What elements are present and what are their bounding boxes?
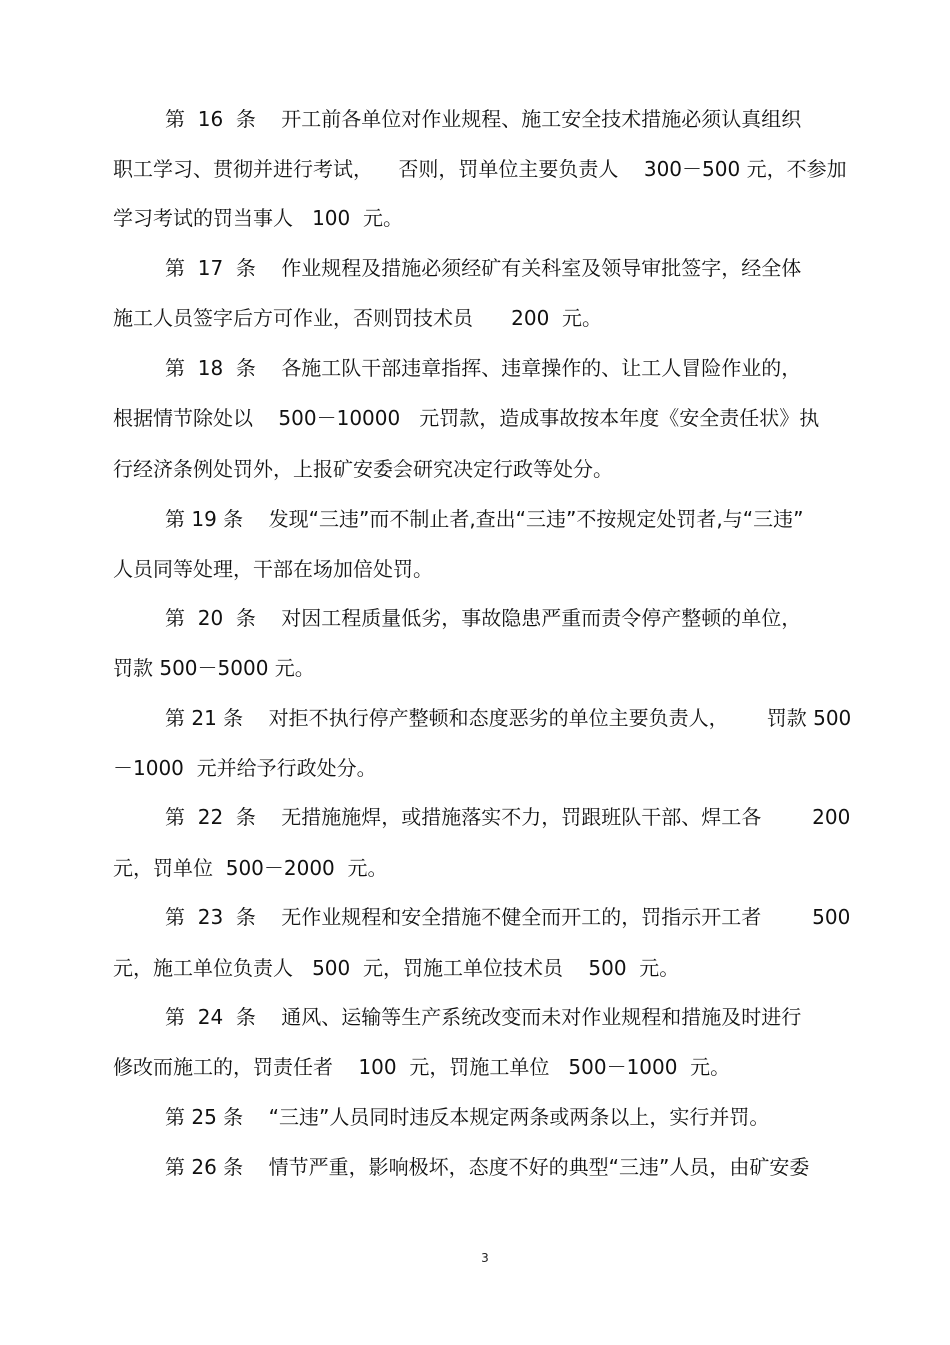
article-19-line-2: 人员同等处理，干部在场加倍处罚。 [113,557,433,581]
article-22-line-1: 第 22 条 无措施施焊，或措施落实不力，罚跟班队干部、焊工各 200 [165,805,851,829]
article-23-line-2: 元，施工单位负责人 500 元，罚施工单位技术员 500 元。 [113,956,680,980]
article-18-line-3: 行经济条例处罚外，上报矿安委会研究决定行政等处分。 [113,457,613,481]
article-16-line-3: 学习考试的罚当事人 100 元。 [113,206,403,230]
article-24-line-2: 修改而施工的，罚责任者 100 元，罚施工单位 500－1000 元。 [113,1055,731,1079]
article-18-line-2: 根据情节除处以 500－10000 元罚款，造成事故按本年度《安全责任状》执 [113,406,820,430]
article-20-line-1: 第 20 条 对因工程质量低劣，事故隐患严重而责令停产整顿的单位， [165,606,802,630]
article-17-line-1: 第 17 条 作业规程及措施必须经矿有关科室及领导审批签字，经全体 [165,256,802,280]
article-20-line-2: 罚款 500－5000 元。 [113,656,315,680]
page-number: 3 [481,1251,489,1265]
article-18-line-1: 第 18 条 各施工队干部违章指挥、违章操作的、让工人冒险作业的， [165,356,802,380]
article-16-line-1: 第 16 条 开工前各单位对作业规程、施工安全技术措施必须认真组织 [165,107,802,131]
article-26-line-1: 第 26 条 情节严重，影响极坏，态度不好的典型“三违”人员，由矿安委 [165,1155,810,1179]
article-21-line-2: －1000 元并给予行政处分。 [113,756,377,780]
article-23-line-1: 第 23 条 无作业规程和安全措施不健全而开工的，罚指示开工者 500 [165,905,851,929]
article-24-line-1: 第 24 条 通风、运输等生产系统改变而未对作业规程和措施及时进行 [165,1005,802,1029]
article-16-line-2: 职工学习、贯彻并进行考试， 否则，罚单位主要负责人 300－500 元，不参加 [113,157,847,181]
article-17-line-2: 施工人员签字后方可作业，否则罚技术员 200 元。 [113,306,603,330]
article-19-line-1: 第 19 条 发现“三违”而不制止者,查出“三违”不按规定处罚者,与“三违” [165,507,804,531]
article-22-line-2: 元，罚单位 500－2000 元。 [113,856,388,880]
article-25-line-1: 第 25 条 “三违”人员同时违反本规定两条或两条以上，实行并罚。 [165,1105,770,1129]
article-21-line-1: 第 21 条 对拒不执行停产整顿和态度恶劣的单位主要负责人， 罚款 500 [165,706,852,730]
